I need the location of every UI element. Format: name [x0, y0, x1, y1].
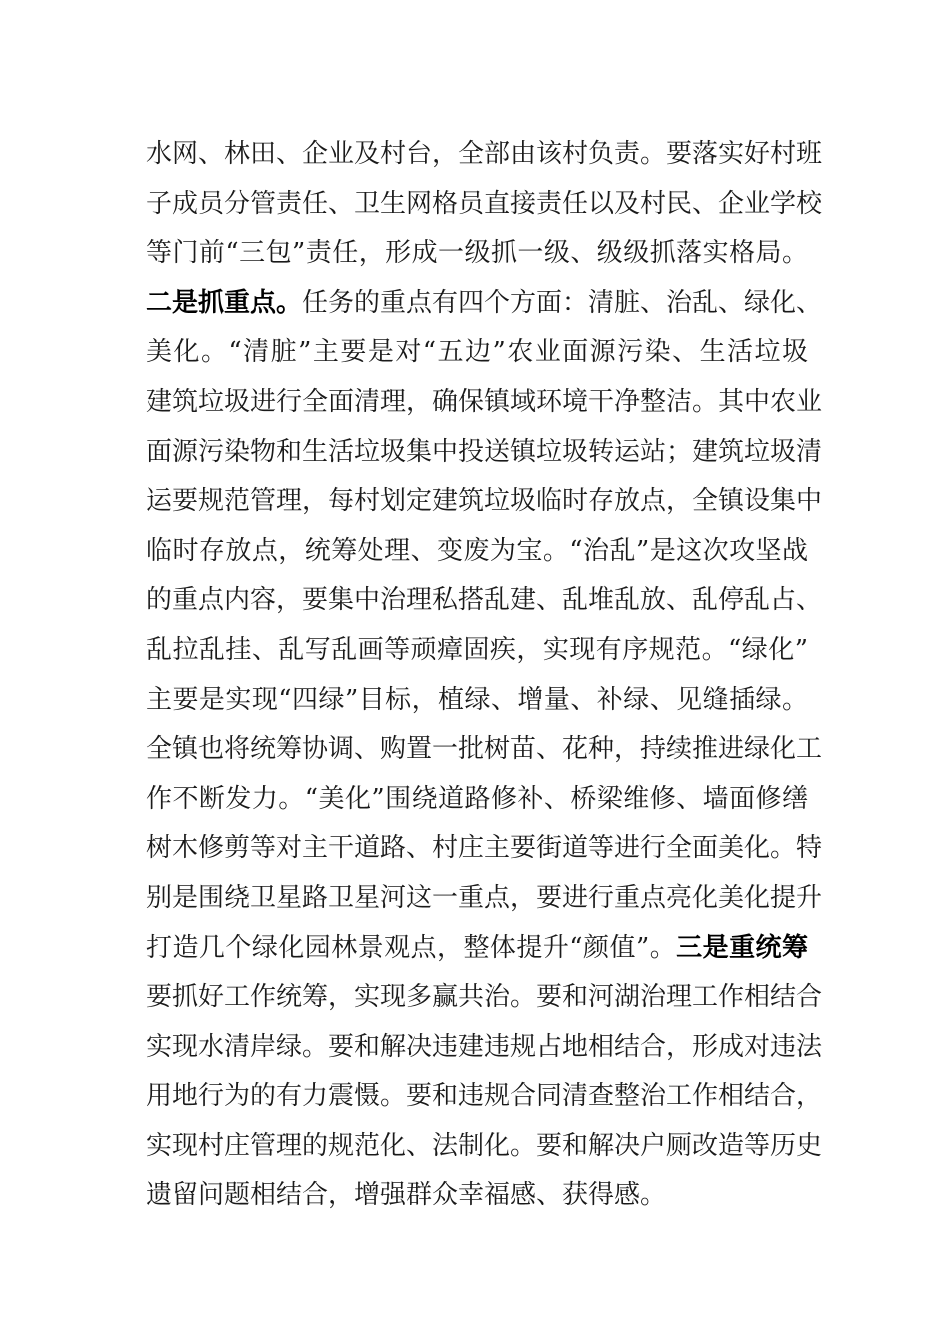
- text-segment: 任务的重点有四个方面：清脏、治乱、绿化、: [302, 287, 823, 318]
- text-line: [146, 1171, 808, 1221]
- text-line: [146, 378, 823, 428]
- text-line: [146, 180, 823, 230]
- text-segment: 的重点内容，要集中治理私搭乱建、乱堆乱放、乱停乱占、: [146, 585, 823, 616]
- text-segment: 子成员分管责任、卫生网格员直接责任以及村民、企业学校: [146, 188, 823, 219]
- text-segment: 临时存放点，统筹处理、变废为宝。“治乱”是这次攻坚战: [146, 535, 808, 566]
- text-segment: 建筑垃圾进行全面清理，确保镇域环境干净整洁。其中农业: [146, 386, 823, 417]
- text-line: [146, 775, 808, 825]
- text-segment: 用地行为的有力震慑。要和违规合同清查整治工作相结合，: [146, 1081, 823, 1112]
- text-segment: 实现水清岸绿。要和解决违建违规占地相结合，形成对违法: [146, 1031, 823, 1062]
- text-segment: 等门前“三包”责任，形成一级抓一级、级级抓落实格局。: [146, 238, 808, 269]
- bold-heading-text: 二是抓重点。: [146, 287, 303, 318]
- text-line: [146, 1122, 823, 1172]
- text-line: [146, 1072, 823, 1122]
- text-line: [146, 824, 823, 874]
- text-segment: 要抓好工作统筹，实现多赢共治。要和河湖治理工作相结合: [146, 982, 823, 1013]
- bold-heading-text: 三是重统筹: [676, 932, 808, 963]
- text-line: [146, 874, 823, 924]
- text-line: [146, 973, 823, 1023]
- text-segment: 水网、林田、企业及村台，全部由该村负责。要落实好村班: [146, 139, 823, 169]
- text-segment: 打造几个绿化园林景观点，整体提升“颜值”。: [146, 932, 677, 963]
- text-segment: 美化。“清脏”主要是对“五边”农业面源污染、生活垃圾: [146, 337, 808, 368]
- text-line: [146, 477, 823, 527]
- text-line: [146, 626, 808, 676]
- text-segment: 乱拉乱挂、乱写乱画等顽瘴固疾，实现有序规范。“绿化”: [146, 634, 808, 665]
- text-line: [146, 428, 823, 478]
- text-line: [146, 676, 808, 726]
- text-segment: 实现村庄管理的规范化、法制化。要和解决户厕改造等历史: [146, 1130, 823, 1161]
- text-segment: 主要是实现“四绿”目标，植绿、增量、补绿、见缝插绿。: [146, 684, 808, 715]
- text-line: [146, 576, 823, 626]
- text-line: [146, 527, 808, 577]
- text-line: [146, 924, 808, 974]
- text-segment: 全镇也将统筹协调、购置一批树苗、花种，持续推进绿化工: [146, 734, 823, 765]
- text-line: [146, 328, 808, 378]
- text-segment: 别是围绕卫星路卫星河这一重点，要进行重点亮化美化提升: [146, 882, 823, 913]
- text-line: [146, 130, 823, 180]
- text-segment: 运要规范管理，每村划定建筑垃圾临时存放点，全镇设集中: [146, 486, 823, 517]
- text-segment: 遗留问题相结合，增强群众幸福感、获得感。: [146, 1180, 667, 1211]
- text-line: [146, 279, 823, 329]
- text-line: [146, 725, 823, 775]
- text-line: [146, 229, 808, 279]
- body-text: [146, 130, 823, 1221]
- text-segment: 作不断发力。“美化”围绕道路修补、桥梁维修、墙面修缮: [146, 783, 808, 814]
- text-segment: 面源污染物和生活垃圾集中投送镇垃圾转运站；建筑垃圾清: [146, 436, 823, 467]
- text-line: [146, 1023, 823, 1073]
- text-segment: 树木修剪等对主干道路、村庄主要街道等进行全面美化。特: [146, 833, 823, 864]
